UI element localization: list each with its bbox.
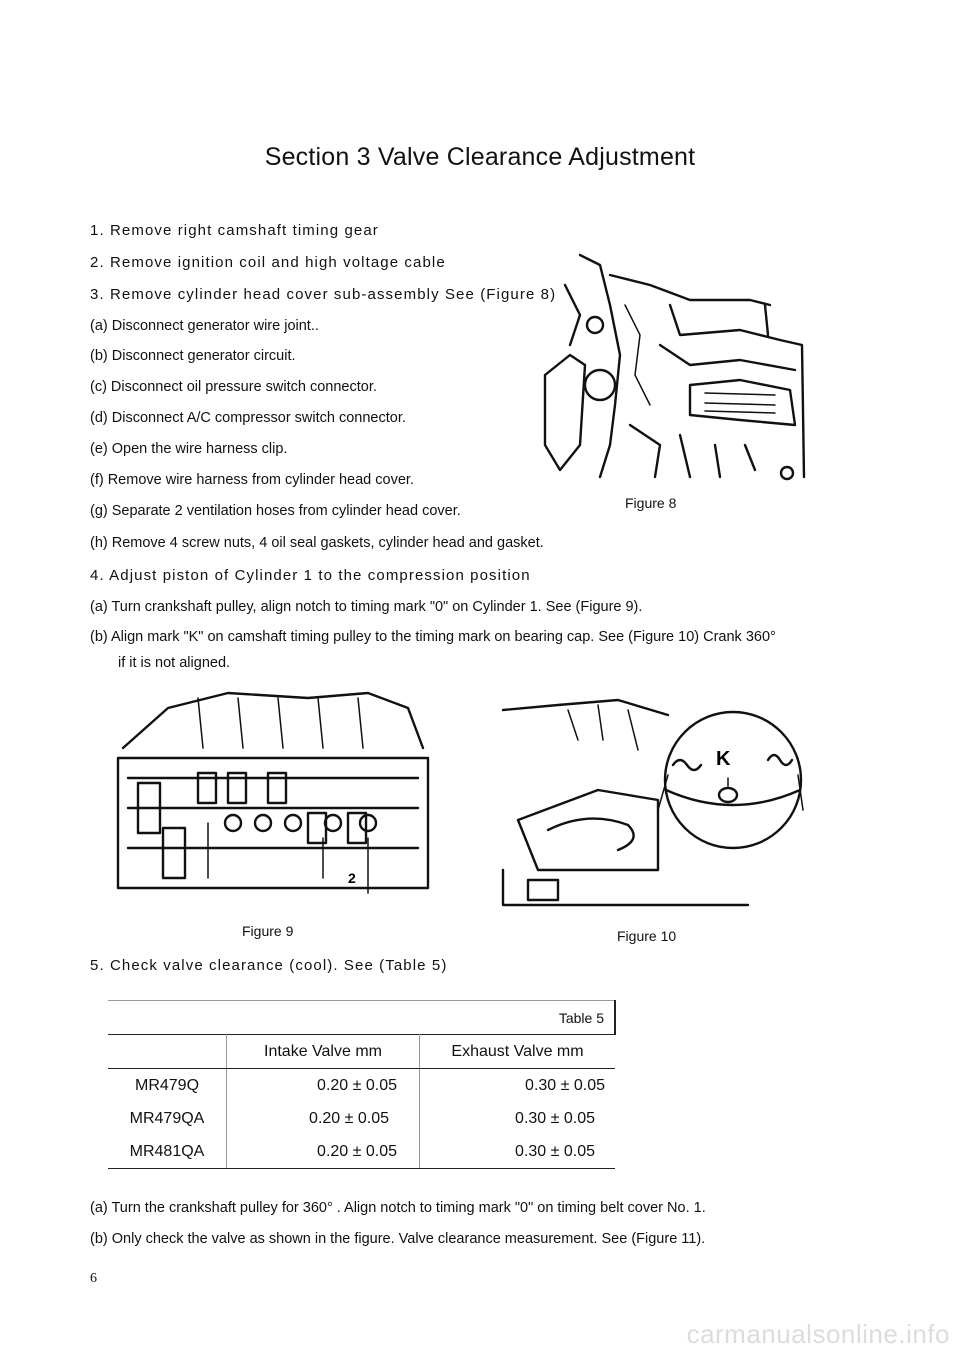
intake-cell: 0.20 ± 0.05 (227, 1069, 420, 1103)
step-3b: (b) Disconnect generator circuit. (90, 348, 296, 364)
step-3c: (c) Disconnect oil pressure switch connector. (90, 379, 377, 395)
exhaust-cell: 0.30 ± 0.05 (525, 1076, 605, 1094)
step-1: 1. Remove right camshaft timing gear (90, 222, 379, 239)
step-4b: (b) Align mark "K" on camshaft timing pulley to the timing mark on bearing cap. See (Figure 10) Crank 360° (90, 629, 776, 645)
step-4b-cont: if it is not aligned. (118, 655, 231, 671)
step-4: 4. Adjust piston of Cylinder 1 to the compression position (90, 567, 531, 584)
step-3h: (h) Remove 4 screw nuts, 4 oil seal gaskets, cylinder head and gasket. (90, 535, 544, 551)
exhaust-cell: 0.30 ± 0.05 (515, 1109, 595, 1127)
figure-9-caption: Figure 9 (242, 923, 294, 939)
step-5a: (a) Turn the crankshaft pulley for 360° . Align notch to timing mark "0" on timing belt cover No. 1. (90, 1200, 706, 1216)
figure-10-timing-pulley-illustration (498, 690, 808, 910)
figure-9-mark: 2 (348, 870, 356, 886)
step-3a: (a) Disconnect generator wire joint.. (90, 318, 319, 334)
step-5b: (b) Only check the valve as shown in the figure. Valve clearance measurement. See (Figure 11). (90, 1231, 706, 1247)
model-cell: MR481QA (108, 1135, 227, 1169)
figure-8-caption: Figure 8 (625, 495, 677, 511)
step-3: 3. Remove cylinder head cover sub-assembly See (Figure 8) (90, 286, 557, 303)
step-3f: (f) Remove wire harness from cylinder head cover. (90, 472, 414, 488)
table-row (108, 1069, 615, 1103)
header-intake: Intake Valve mm (227, 1035, 420, 1069)
step-3g: (g) Separate 2 ventilation hoses from cylinder head cover. (90, 503, 461, 519)
header-exhaust: Exhaust Valve mm (420, 1035, 616, 1069)
page-title: Section 3 Valve Clearance Adjustment (264, 143, 696, 171)
figure-8-engine-illustration (540, 245, 810, 485)
figure-10-mark-k: K (716, 748, 731, 770)
intake-cell: 0.20 ± 0.05 (227, 1135, 420, 1169)
figure-9-camshaft-illustration (108, 688, 438, 903)
table-row (108, 1102, 615, 1135)
step-3d: (d) Disconnect A/C compressor switch connector. (90, 410, 406, 426)
figure-10-caption: Figure 10 (617, 928, 677, 944)
table-caption-row (108, 1001, 615, 1035)
watermark: carmanualsonline.info (686, 1319, 950, 1349)
page-number: 6 (90, 1271, 97, 1286)
table-header-row (108, 1035, 615, 1069)
step-3e: (e) Open the wire harness clip. (90, 441, 288, 457)
model-cell: MR479QA (108, 1102, 227, 1135)
intake-cell: 0.20 ± 0.05 (227, 1102, 420, 1135)
header-model (108, 1035, 227, 1069)
exhaust-cell: 0.30 ± 0.05 (420, 1135, 616, 1169)
step-4a: (a) Turn crankshaft pulley, align notch to timing mark "0" on Cylinder 1. See (Figure 9). (90, 599, 643, 615)
table-caption: Table 5 (108, 1001, 615, 1035)
step-2: 2. Remove ignition coil and high voltage cable (90, 254, 446, 271)
table-row (108, 1135, 615, 1169)
model-cell: MR479Q (108, 1069, 227, 1103)
valve-clearance-table (108, 1000, 616, 1169)
step-5: 5. Check valve clearance (cool). See (Table 5) (90, 957, 448, 974)
